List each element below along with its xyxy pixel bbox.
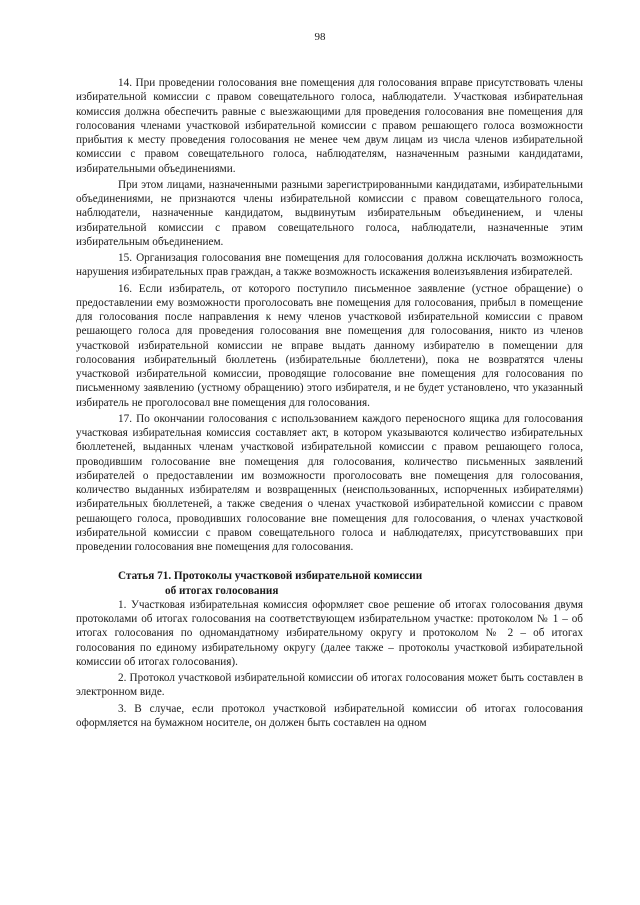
article-heading (76, 569, 583, 598)
paragraph-15: 15. Организация голосования вне помещения для голосования должна исключать возможность нарушения избирательных прав граждан, а также возможность искажения волеизъявления избирателей. (76, 252, 583, 279)
article-paragraph-2: 2. Протокол участковой избирательной комиссии об итогах голосования может быть составлен в электронном виде. (76, 672, 583, 699)
page-number: 98 (314, 31, 326, 43)
document-body (76, 76, 583, 730)
paragraph-14: 14. При проведении голосования вне помещения для голосования вправе присутствовать члены избирательной комиссии с правом совещательного голоса, наблюдатели. Участковая избирательная комиссия должна обеспечить равные с выезжающими для проведения голосования вне помещения для голосования членами участковой избирательной комиссии с правом решающего голоса возможности прибытия к месту проведения голосования не менее чем двум лицам из числа членов избирательной комиссии с правом совещательного голоса, наблюдателям, назначенным разными кандидатами, избирательными объединениями. (76, 77, 583, 175)
paragraph-17: 17. По окончании голосования с использованием каждого переносного ящика для голосования участковая избирательная комиссия составляет акт, в котором указываются количество избирательных бюллетеней, выданных членам участковой избирательной комиссии с правом решающего голоса, проводившим голосование вне помещения для голосования, количество письменных заявлений избирателей о предоставлении им возможности проголосовать вне помещения для голосования, количество выданных избирателям и возвращенных (неиспользованных, испорченных избирателями) избирательных бюллетеней, а также сведения о членах участковой избирательной комиссии с правом решающего голоса, проводивших голосование вне помещения для голосования, о членах участковой избирательной комиссии с правом совещательного голоса и наблюдателях, присутствовавших при проведении голосования вне помещения для голосования. (76, 412, 583, 553)
article-paragraph-1: 1. Участковая избирательная комиссия оформляет свое решение об итогах голосования двумя протоколами об итогах голосования на соответствующем избирательном участке: протоколом № 1 – об итогах голосования по одномандатному избирательному округу и протоколом № 2 – об итогах голосования по единому избирательному округу (далее также – протоколы участковой избирательной комиссии об итогах голосования). (76, 598, 583, 668)
article-title: Статья 71. Протоколы участковой избирательной комиссии (118, 570, 423, 583)
paragraph-14-continuation: При этом лицами, назначенными разными зарегистрированными кандидатами, избирательными объединениями, не признаются члены избирательной комиссии с правом совещательного голоса, наблюдатели, назначенные кандидатом, выдвинутым избирательным объединением, и члены избирательной комиссии с правом совещательного голоса, наблюдатели, назначенные этим избирательным объединением. (76, 178, 583, 248)
article-subtitle: об итогах голосования (165, 584, 279, 597)
article-paragraph-3: 3. В случае, если протокол участковой избирательной комиссии об итогах голосования оформляется на бумажном носителе, он должен быть составлен на одном (76, 702, 583, 729)
paragraph-16: 16. Если избиратель, от которого поступило письменное заявление (устное обращение) о предоставлении ему возможности проголосовать вне помещения для голосования, прибыл в помещение для голосования после направления к нему членов участковой избирательной комиссии с правом решающего голоса для проведения голосования вне помещения для голосования, никто из членов участковой избирательной комиссии не вправе выдать данному избирателю в помещении для голосования избирательный бюллетень (избирательные бюллетени), пока не возвратятся члены участковой избирательной комиссии, проводящие голосование вне помещения для голосования по письменному заявлению (устному обращению) этого избирателя, и не будет установлено, что указанный избиратель не проголосовал вне помещения для голосования. (76, 282, 583, 409)
